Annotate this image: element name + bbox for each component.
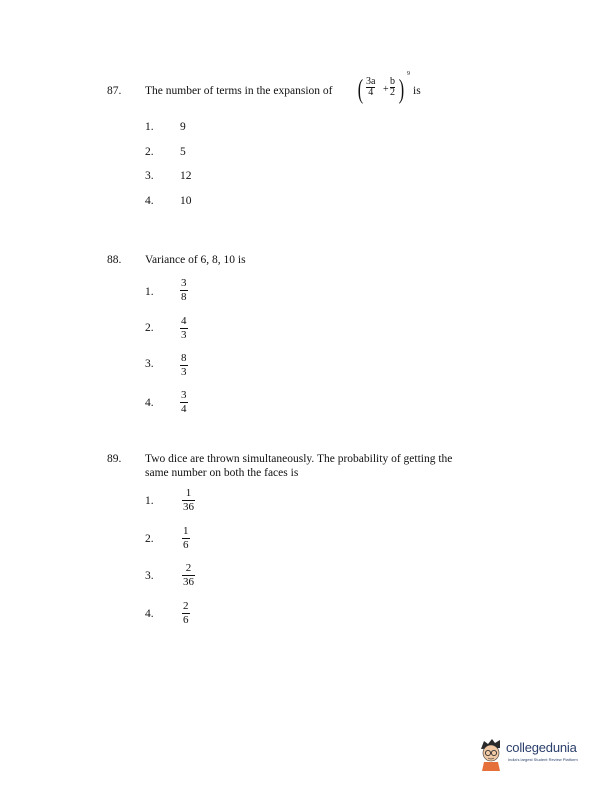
option-number: 4. (145, 397, 154, 409)
option-fraction (182, 526, 190, 551)
right-paren: ) (398, 74, 405, 104)
binomial-expression (357, 71, 410, 108)
denominator: 6 (183, 539, 189, 551)
numerator: 8 (181, 352, 187, 364)
denominator: 3 (181, 366, 187, 378)
collegedunia-logo (478, 735, 598, 775)
exponent: 9 (407, 71, 410, 77)
option-fraction (182, 601, 190, 626)
option-number: 3. (145, 358, 154, 370)
option-number: 2. (145, 533, 154, 545)
denominator: 3 (181, 329, 187, 341)
numerator: 1 (183, 525, 189, 537)
option-fraction (182, 488, 195, 513)
numerator: 4 (181, 315, 187, 327)
fraction-3a-over-4 (366, 77, 375, 98)
numerator: 2 (183, 600, 189, 612)
option-number: 1. (145, 121, 154, 133)
numerator: 1 (185, 487, 192, 499)
question-text-suffix: is (413, 85, 421, 97)
denominator: 4 (368, 87, 374, 98)
option-fraction (180, 390, 188, 415)
option-number: 3. (145, 170, 154, 182)
option-value: 12 (180, 170, 192, 182)
numerator: 2 (185, 562, 192, 574)
option-number: 1. (145, 495, 154, 507)
option-fraction (180, 353, 188, 378)
question-number: 88. (107, 254, 122, 266)
question-text: Variance of 6, 8, 10 is (145, 254, 246, 266)
option-number: 3. (145, 570, 154, 582)
option-number: 2. (145, 322, 154, 334)
plus-sign: + (383, 84, 389, 95)
student-mascot-icon (478, 737, 506, 771)
denominator: 36 (183, 501, 194, 513)
option-fraction (182, 563, 195, 588)
denominator: 8 (181, 291, 187, 303)
denominator: 36 (183, 576, 194, 588)
option-number: 4. (145, 195, 154, 207)
question-number: 89. (107, 453, 122, 465)
left-paren: ( (357, 74, 364, 104)
fraction-b-over-2 (390, 77, 395, 98)
denominator: 6 (183, 614, 189, 626)
logo-tagline: India's largest Student Review Platform (508, 757, 578, 762)
question-text-line-2: same number on both the faces is (145, 467, 299, 479)
logo-wordmark: collegedunia (506, 740, 577, 755)
numerator: 3 (181, 389, 187, 401)
question-text: The number of terms in the expansion of (145, 85, 333, 97)
option-fraction (180, 278, 188, 303)
option-value: 9 (180, 121, 186, 133)
numerator: 3 (181, 277, 187, 289)
option-number: 4. (145, 608, 154, 620)
numerator: b (390, 76, 395, 87)
denominator: 2 (390, 87, 395, 98)
option-number: 1. (145, 286, 154, 298)
denominator: 4 (181, 403, 187, 415)
option-number: 2. (145, 146, 154, 158)
option-value: 5 (180, 146, 186, 158)
question-number: 87. (107, 85, 122, 97)
option-fraction (180, 316, 188, 341)
numerator: 3a (366, 76, 376, 87)
option-value: 10 (180, 195, 192, 207)
question-text-line-1: Two dice are thrown simultaneously. The probability of getting the (145, 453, 453, 465)
